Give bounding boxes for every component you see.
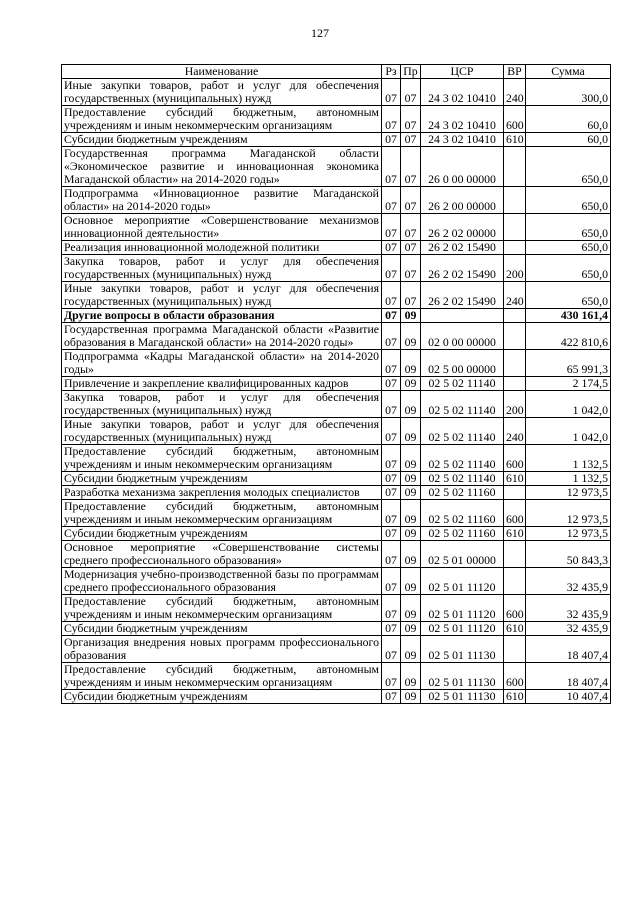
cell-vr: 610 — [504, 527, 526, 541]
cell-rz: 07 — [382, 187, 401, 214]
cell-sum: 32 435,9 — [526, 568, 611, 595]
cell-csr: 24 3 02 10410 — [421, 133, 504, 147]
cell-sum: 430 161,4 — [526, 309, 611, 323]
table-row — [62, 527, 611, 541]
cell-csr: 02 5 01 11120 — [421, 622, 504, 636]
cell-name: Модернизация учебно-производственной базы по программам среднего профессионального образования — [62, 568, 382, 595]
cell-rz: 07 — [382, 622, 401, 636]
cell-pr: 09 — [401, 541, 421, 568]
cell-pr: 07 — [401, 214, 421, 241]
budget-table — [61, 64, 611, 704]
cell-csr: 26 2 02 15490 — [421, 282, 504, 309]
cell-rz: 07 — [382, 568, 401, 595]
cell-pr: 09 — [401, 568, 421, 595]
cell-name: Государственная программа Магаданской области «Экономическое развитие и инновационная экономика Магаданской области» на 2014-2020 годы» — [62, 147, 382, 187]
cell-sum: 1 132,5 — [526, 472, 611, 486]
table-row — [62, 323, 611, 350]
cell-rz: 07 — [382, 350, 401, 377]
table-row — [62, 350, 611, 377]
cell-csr: 26 2 02 15490 — [421, 255, 504, 282]
header-csr: ЦСР — [421, 65, 504, 79]
cell-name: Иные закупки товаров, работ и услуг для обеспечения государственных (муниципальных) нужд — [62, 282, 382, 309]
cell-name: Иные закупки товаров, работ и услуг для обеспечения государственных (муниципальных) нужд — [62, 79, 382, 106]
table-row — [62, 568, 611, 595]
cell-rz: 07 — [382, 527, 401, 541]
cell-pr: 09 — [401, 445, 421, 472]
cell-pr: 09 — [401, 500, 421, 527]
table-row — [62, 622, 611, 636]
cell-name: Иные закупки товаров, работ и услуг для обеспечения государственных (муниципальных) нужд — [62, 418, 382, 445]
cell-name: Разработка механизма закрепления молодых специалистов — [62, 486, 382, 500]
cell-csr: 02 5 02 11140 — [421, 445, 504, 472]
cell-vr — [504, 241, 526, 255]
cell-pr: 09 — [401, 350, 421, 377]
cell-rz: 07 — [382, 595, 401, 622]
cell-vr — [504, 486, 526, 500]
cell-rz: 07 — [382, 500, 401, 527]
cell-rz: 07 — [382, 214, 401, 241]
cell-pr: 09 — [401, 323, 421, 350]
cell-rz: 07 — [382, 391, 401, 418]
cell-name: Субсидии бюджетным учреждениям — [62, 690, 382, 704]
cell-csr: 02 5 02 11140 — [421, 377, 504, 391]
table-row — [62, 79, 611, 106]
cell-csr: 02 5 01 11130 — [421, 690, 504, 704]
cell-name: Организация внедрения новых программ профессионального образования — [62, 636, 382, 663]
cell-rz: 07 — [382, 323, 401, 350]
cell-csr: 02 5 01 11130 — [421, 636, 504, 663]
cell-vr — [504, 541, 526, 568]
cell-name: Субсидии бюджетным учреждениям — [62, 472, 382, 486]
cell-csr: 26 2 02 15490 — [421, 241, 504, 255]
cell-sum: 12 973,5 — [526, 500, 611, 527]
cell-rz: 07 — [382, 241, 401, 255]
cell-csr — [421, 309, 504, 323]
cell-vr — [504, 568, 526, 595]
table-row — [62, 690, 611, 704]
cell-name: Закупка товаров, работ и услуг для обеспечения государственных (муниципальных) нужд — [62, 255, 382, 282]
cell-vr — [504, 187, 526, 214]
cell-sum: 650,0 — [526, 214, 611, 241]
cell-vr — [504, 309, 526, 323]
cell-sum: 10 407,4 — [526, 690, 611, 704]
cell-name: Привлечение и закрепление квалифицированных кадров — [62, 377, 382, 391]
cell-name: Основное мероприятие «Совершенствование системы среднего профессионального образования» — [62, 541, 382, 568]
cell-vr — [504, 636, 526, 663]
cell-pr: 07 — [401, 106, 421, 133]
cell-csr: 02 5 01 11130 — [421, 663, 504, 690]
cell-pr: 09 — [401, 527, 421, 541]
cell-name: Другие вопросы в области образования — [62, 309, 382, 323]
cell-pr: 09 — [401, 377, 421, 391]
cell-vr: 200 — [504, 255, 526, 282]
table-header-row — [62, 65, 611, 79]
cell-vr: 600 — [504, 663, 526, 690]
cell-pr: 09 — [401, 309, 421, 323]
cell-pr: 07 — [401, 255, 421, 282]
cell-csr: 02 5 02 11140 — [421, 472, 504, 486]
cell-rz: 07 — [382, 541, 401, 568]
cell-vr: 600 — [504, 445, 526, 472]
table-body — [62, 79, 611, 704]
cell-name: Предоставление субсидий бюджетным, автономным учреждениям и иным некоммерческим организациям — [62, 445, 382, 472]
cell-sum: 18 407,4 — [526, 636, 611, 663]
table-row — [62, 391, 611, 418]
cell-rz: 07 — [382, 133, 401, 147]
cell-name: Предоставление субсидий бюджетным, автономным учреждениям и иным некоммерческим организациям — [62, 500, 382, 527]
cell-rz: 07 — [382, 636, 401, 663]
cell-csr: 02 5 01 11120 — [421, 595, 504, 622]
cell-rz: 07 — [382, 690, 401, 704]
cell-pr: 09 — [401, 622, 421, 636]
table-row — [62, 309, 611, 323]
table-row — [62, 241, 611, 255]
cell-rz: 07 — [382, 663, 401, 690]
cell-csr: 02 5 02 11160 — [421, 486, 504, 500]
cell-vr: 610 — [504, 472, 526, 486]
cell-pr: 09 — [401, 595, 421, 622]
cell-pr: 07 — [401, 241, 421, 255]
cell-sum: 650,0 — [526, 241, 611, 255]
cell-rz: 07 — [382, 377, 401, 391]
cell-pr: 09 — [401, 391, 421, 418]
cell-csr: 02 5 02 11160 — [421, 500, 504, 527]
cell-pr: 09 — [401, 472, 421, 486]
table-row — [62, 147, 611, 187]
cell-rz: 07 — [382, 282, 401, 309]
table-row — [62, 663, 611, 690]
cell-sum: 60,0 — [526, 133, 611, 147]
cell-name: Закупка товаров, работ и услуг для обеспечения государственных (муниципальных) нужд — [62, 391, 382, 418]
header-sum: Сумма — [526, 65, 611, 79]
table-row — [62, 377, 611, 391]
cell-name: Предоставление субсидий бюджетным, автономным учреждениям и иным некоммерческим организациям — [62, 595, 382, 622]
cell-name: Субсидии бюджетным учреждениям — [62, 527, 382, 541]
cell-sum: 12 973,5 — [526, 527, 611, 541]
cell-vr: 240 — [504, 282, 526, 309]
cell-sum: 50 843,3 — [526, 541, 611, 568]
cell-rz: 07 — [382, 147, 401, 187]
cell-sum: 300,0 — [526, 79, 611, 106]
cell-vr: 600 — [504, 106, 526, 133]
table-row — [62, 472, 611, 486]
cell-vr: 610 — [504, 690, 526, 704]
cell-sum: 18 407,4 — [526, 663, 611, 690]
cell-pr: 07 — [401, 187, 421, 214]
table-row — [62, 106, 611, 133]
cell-pr: 09 — [401, 486, 421, 500]
cell-sum: 12 973,5 — [526, 486, 611, 500]
table-row — [62, 214, 611, 241]
cell-vr — [504, 350, 526, 377]
cell-rz: 07 — [382, 255, 401, 282]
cell-sum: 2 174,5 — [526, 377, 611, 391]
table-row — [62, 500, 611, 527]
cell-vr: 600 — [504, 595, 526, 622]
cell-pr: 09 — [401, 418, 421, 445]
cell-rz: 07 — [382, 445, 401, 472]
table-row — [62, 445, 611, 472]
header-vr: ВР — [504, 65, 526, 79]
cell-rz: 07 — [382, 486, 401, 500]
cell-csr: 26 0 00 00000 — [421, 147, 504, 187]
table-row — [62, 595, 611, 622]
cell-sum: 650,0 — [526, 147, 611, 187]
table-row — [62, 486, 611, 500]
table-row — [62, 133, 611, 147]
cell-pr: 07 — [401, 79, 421, 106]
cell-pr: 09 — [401, 636, 421, 663]
cell-csr: 02 0 00 00000 — [421, 323, 504, 350]
cell-vr: 600 — [504, 500, 526, 527]
cell-pr: 09 — [401, 663, 421, 690]
cell-sum: 60,0 — [526, 106, 611, 133]
cell-vr: 610 — [504, 622, 526, 636]
cell-name: Основное мероприятие «Совершенствование механизмов инновационной деятельности» — [62, 214, 382, 241]
header-rz: Рз — [382, 65, 401, 79]
cell-csr: 02 5 01 11120 — [421, 568, 504, 595]
cell-vr — [504, 323, 526, 350]
cell-name: Реализация инновационной молодежной политики — [62, 241, 382, 255]
cell-name: Субсидии бюджетным учреждениям — [62, 622, 382, 636]
cell-rz: 07 — [382, 472, 401, 486]
cell-sum: 1 042,0 — [526, 391, 611, 418]
cell-csr: 02 5 02 11140 — [421, 391, 504, 418]
cell-sum: 422 810,6 — [526, 323, 611, 350]
page-number: 127 — [311, 26, 329, 40]
cell-csr: 02 5 02 11160 — [421, 527, 504, 541]
cell-vr — [504, 147, 526, 187]
cell-sum: 650,0 — [526, 282, 611, 309]
cell-name: Подпрограмма «Кадры Магаданской области» на 2014-2020 годы» — [62, 350, 382, 377]
header-name: Наименование — [62, 65, 382, 79]
cell-vr — [504, 377, 526, 391]
cell-vr: 240 — [504, 418, 526, 445]
cell-name: Предоставление субсидий бюджетным, автономным учреждениям и иным некоммерческим организациям — [62, 106, 382, 133]
cell-csr: 26 2 00 00000 — [421, 187, 504, 214]
table-row — [62, 187, 611, 214]
cell-name: Государственная программа Магаданской области «Развитие образования в Магаданской области» на 2014-2020 годы» — [62, 323, 382, 350]
cell-rz: 07 — [382, 106, 401, 133]
cell-sum: 650,0 — [526, 255, 611, 282]
table-row — [62, 541, 611, 568]
cell-vr: 610 — [504, 133, 526, 147]
cell-sum: 32 435,9 — [526, 622, 611, 636]
table-row — [62, 418, 611, 445]
cell-vr: 240 — [504, 79, 526, 106]
cell-vr: 200 — [504, 391, 526, 418]
cell-rz: 07 — [382, 418, 401, 445]
cell-rz: 07 — [382, 309, 401, 323]
cell-sum: 65 991,3 — [526, 350, 611, 377]
cell-csr: 24 3 02 10410 — [421, 79, 504, 106]
table-row — [62, 636, 611, 663]
cell-csr: 02 5 00 00000 — [421, 350, 504, 377]
cell-pr: 09 — [401, 690, 421, 704]
table-row — [62, 282, 611, 309]
cell-sum: 32 435,9 — [526, 595, 611, 622]
cell-name: Предоставление субсидий бюджетным, автономным учреждениям и иным некоммерческим организациям — [62, 663, 382, 690]
cell-pr: 07 — [401, 282, 421, 309]
cell-csr: 02 5 01 00000 — [421, 541, 504, 568]
cell-name: Подпрограмма «Инновационное развитие Магаданской области» на 2014-2020 годы» — [62, 187, 382, 214]
cell-rz: 07 — [382, 79, 401, 106]
cell-sum: 1 132,5 — [526, 445, 611, 472]
cell-vr — [504, 214, 526, 241]
cell-sum: 650,0 — [526, 187, 611, 214]
cell-pr: 07 — [401, 147, 421, 187]
header-pr: Пр — [401, 65, 421, 79]
cell-csr: 02 5 02 11140 — [421, 418, 504, 445]
cell-pr: 07 — [401, 133, 421, 147]
table-row — [62, 255, 611, 282]
cell-sum: 1 042,0 — [526, 418, 611, 445]
cell-name: Субсидии бюджетным учреждениям — [62, 133, 382, 147]
cell-csr: 26 2 02 00000 — [421, 214, 504, 241]
cell-csr: 24 3 02 10410 — [421, 106, 504, 133]
